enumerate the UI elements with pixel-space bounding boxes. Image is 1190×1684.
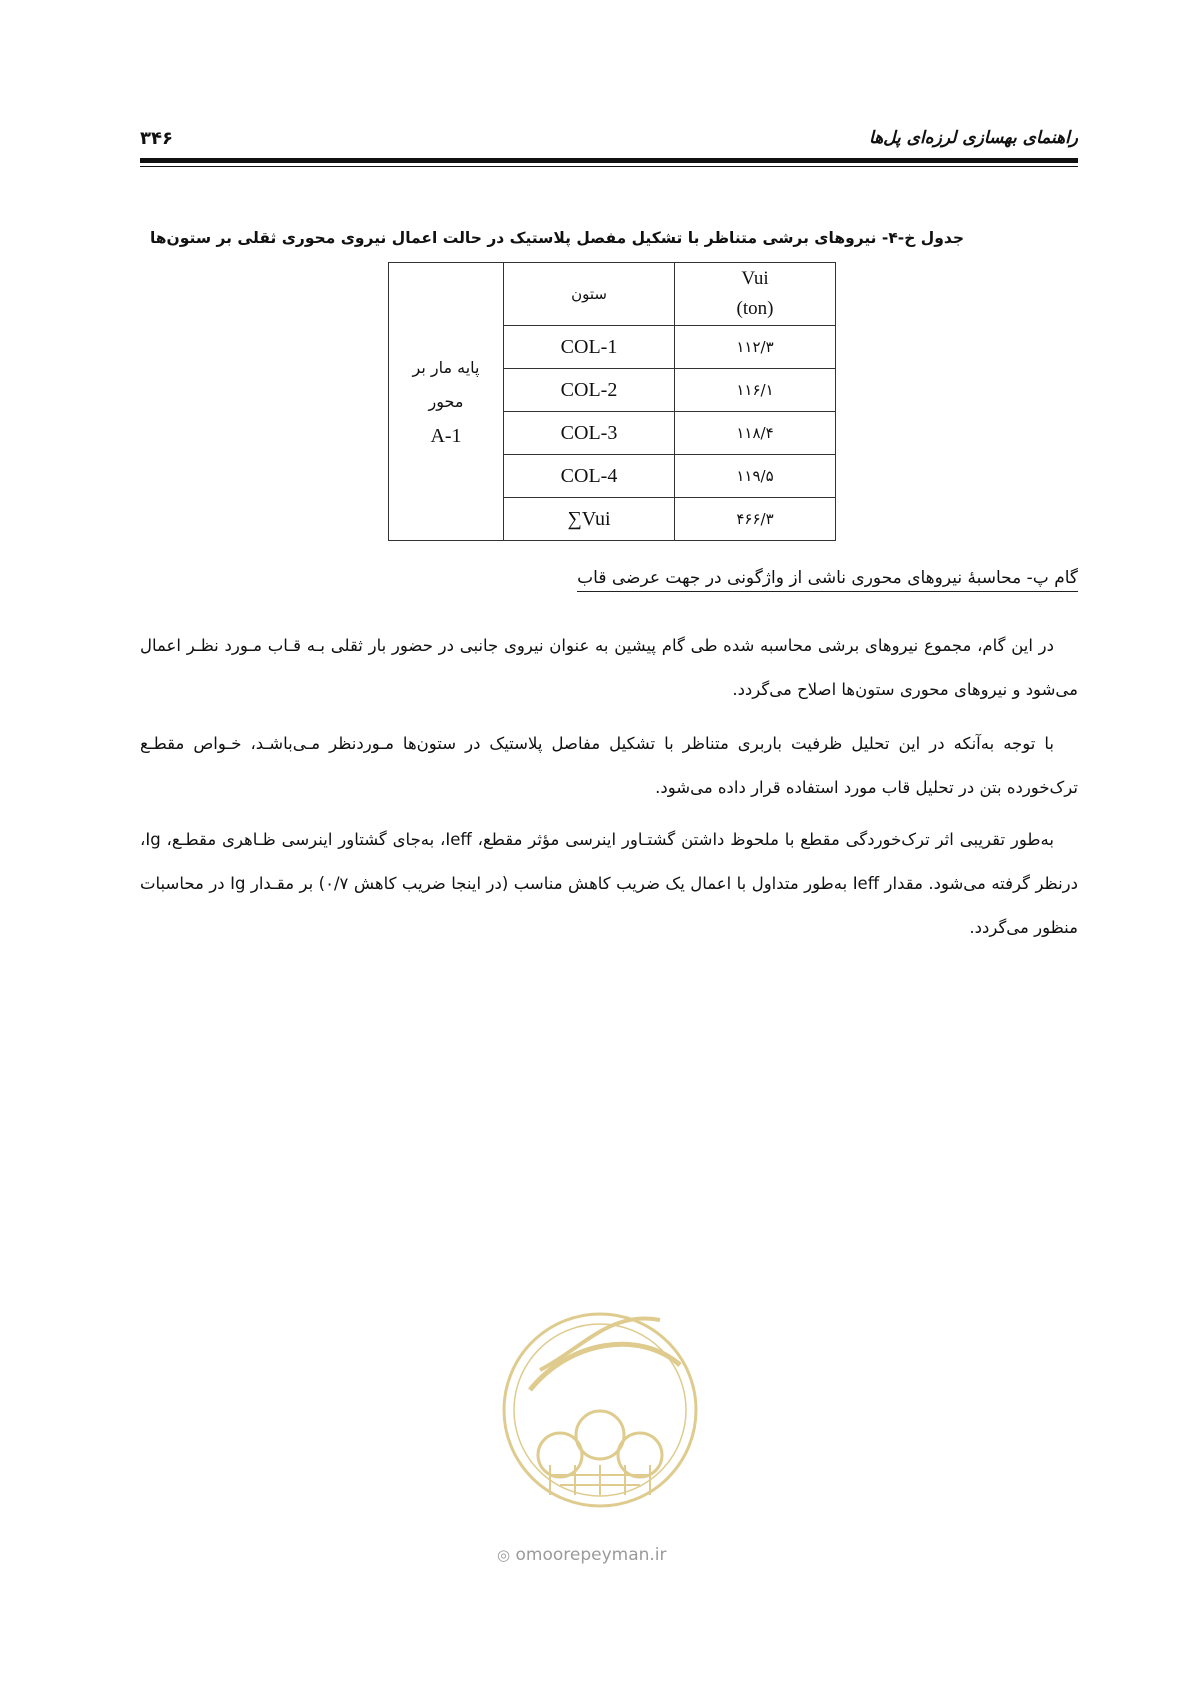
vui-value-cell: ۱۱۸/۴ (675, 412, 836, 455)
watermark-url (497, 1545, 667, 1565)
group-label-axis: A-1 (430, 424, 462, 447)
step-title: گام پ- محاسبهٔ نیروهای محوری ناشی از واژگونی در جهت عرضی قاب (577, 568, 1078, 592)
table-caption: جدول خ-۴- نیروهای برشی متناظر با تشکیل مفصل پلاستیک در حالت اعمال نیروی محوری ثقلی بر ستون‌ها (149, 229, 965, 247)
column-name-cell: COL-3 (504, 412, 675, 455)
shear-force-table (388, 262, 836, 541)
page-number: ۳۴۶ (140, 128, 173, 149)
header-rule-thick (140, 158, 1078, 163)
column-name-cell: COL-4 (504, 455, 675, 498)
vui-value-cell: ۱۱۲/۳ (675, 326, 836, 369)
group-cell (389, 263, 504, 541)
header-vui (675, 263, 836, 326)
header-vui-label: Vui (741, 268, 769, 289)
globe-icon: ◎ (497, 1546, 511, 1564)
group-label-line2: محور (428, 391, 464, 411)
group-label-line1: پایه مار بر (412, 357, 480, 377)
paragraph-3: به‌طور تقریبی اثر ترک‌خوردگی مقطع با ملحوظ داشتن گشتـاور اینرسی مؤثر مقطع، Ieff، به‌جای گشتاور اینرسی ظـاهری مقطـع، Ig، درنظر گرفته می‌شود. مقدار Ieff به‌طور متداول با اعمال یک ضریب کاهش مناسب (در اینجا ضریب کاهش ۰/۷) بر مقـدار Ig در محاسبات منظور می‌گردد. (140, 830, 1078, 937)
header-vui-unit: (ton) (736, 298, 774, 319)
total-label-cell: ∑Vui (504, 498, 675, 541)
page-header (140, 128, 1078, 158)
column-name-cell: COL-1 (504, 326, 675, 369)
header-rule-thin (140, 166, 1078, 167)
vui-value-cell: ۱۱۶/۱ (675, 369, 836, 412)
watermark-url-text: omoorepeyman.ir (515, 1545, 667, 1565)
column-name-cell: COL-2 (504, 369, 675, 412)
table-header-row (389, 263, 836, 326)
paragraph-2: با توجه به‌آنکه در این تحلیل ظرفیت باربری متناظر با تشکیل مفاصل پلاستیک در ستون‌ها مـوردنظر مـی‌باشـد، خـواص مقطـع ترک‌خورده بتن در تحلیل قاب مورد استفاده قرار داده می‌شود. (140, 734, 1078, 797)
total-value-cell: ۴۶۶/۳ (675, 498, 836, 541)
vui-value-cell: ۱۱۹/۵ (675, 455, 836, 498)
watermark-logo (490, 1270, 710, 1540)
running-title: راهنمای بهسازی لرزه‌ای پل‌ها (869, 128, 1078, 148)
paragraph-1: در این گام، مجموع نیروهای برشی محاسبه شده طی گام پیشین به عنوان نیروی جانبی در حضور بار ثقلی بـه قـاب مـورد نظـر اعمال می‌شود و نیروهای محوری ستون‌ها اصلاح می‌گردد. (140, 636, 1078, 699)
header-column-name: ستون (504, 263, 675, 326)
